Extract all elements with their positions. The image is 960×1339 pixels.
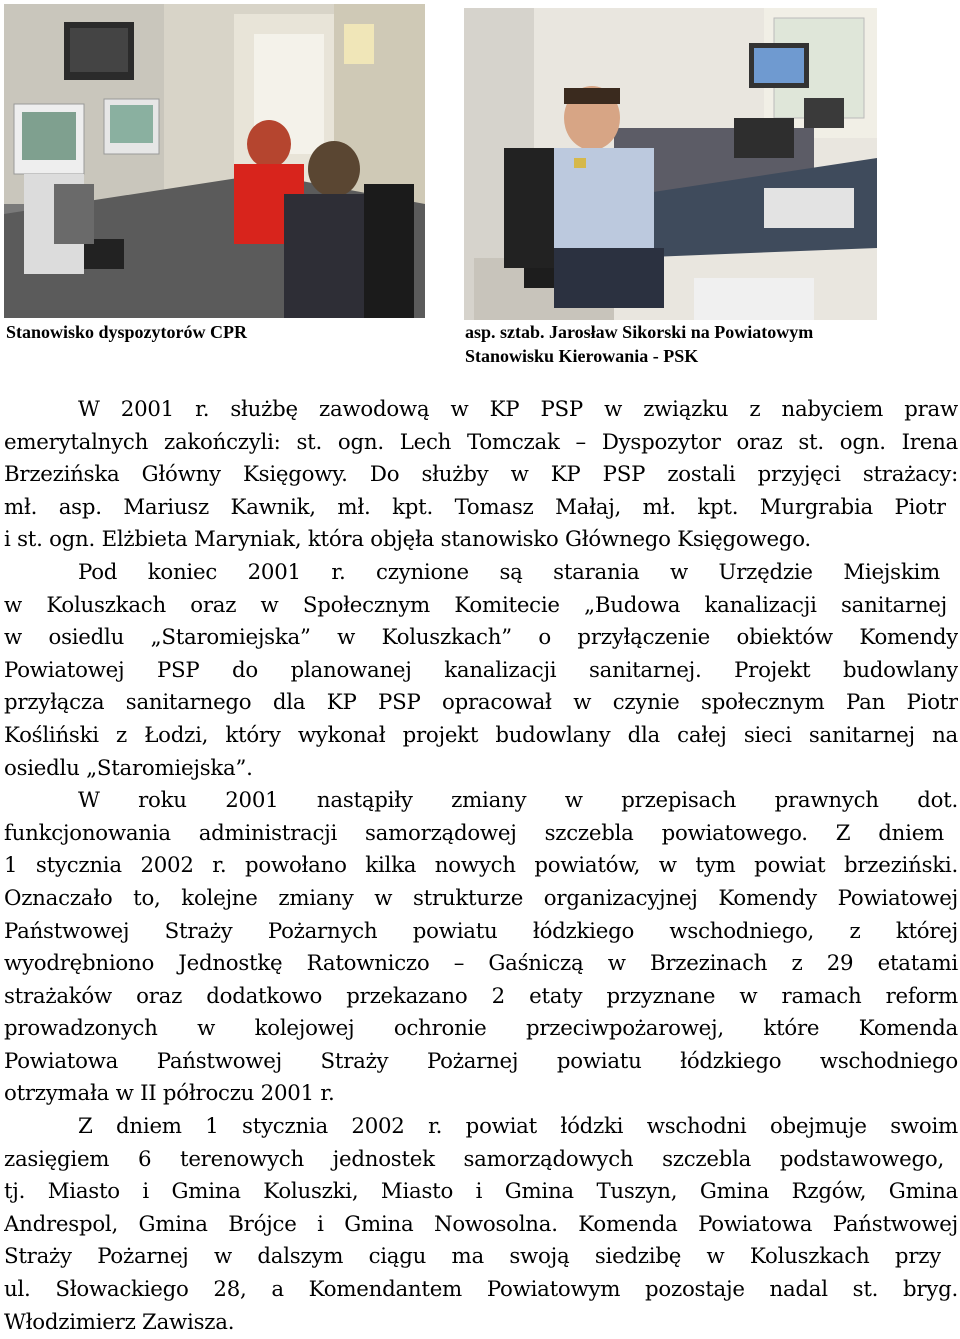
text-line: funkcjonowania administracji samorządowej szczebla powiatowego. Z dniem bbox=[4, 820, 944, 846]
text-line: ul. Słowackiego 28, a Komendantem Powiatowym pozostaje nadal st. bryg. bbox=[4, 1277, 958, 1303]
photo-dispatch-room bbox=[4, 4, 425, 318]
text-line: Kośliński z Łodzi, który wykonał projekt budowlany dla całej sieci sanitarnej na bbox=[4, 722, 958, 748]
photo-caption-right-line-1: asp. sztab. Jarosław Sikorski na Powiatowym bbox=[465, 322, 814, 342]
text-line: Włodzimierz Zawisza. bbox=[4, 1309, 235, 1335]
text-line: Pod koniec 2001 r. czynione są starania w Urzędzie Miejskim bbox=[78, 559, 940, 585]
text-line: Z dniem 1 stycznia 2002 r. powiat łódzki wschodni obejmuje swoim bbox=[78, 1114, 958, 1140]
text-line: Powiatowej PSP do planowanej kanalizacji sanitarnej. Projekt budowlany bbox=[4, 657, 958, 683]
text-line: przyłącza sanitarnego dla KP PSP opracował w czynie społecznym Pan Piotr bbox=[4, 690, 958, 716]
photo-caption-right bbox=[465, 320, 813, 368]
text-line: tj. Miasto i Gmina Koluszki, Miasto i Gmina Tuszyn, Gmina Rzgów, Gmina bbox=[4, 1179, 958, 1205]
text-line: W roku 2001 nastąpiły zmiany w przepisach prawnych dot. bbox=[78, 788, 958, 814]
text-line: i st. ogn. Elżbieta Maryniak, która objęła stanowisko Głównego Księgowego. bbox=[4, 527, 811, 553]
text-line: Andrespol, Gmina Brójce i Gmina Nowosolna. Komenda Powiatowa Państwowej bbox=[4, 1211, 958, 1237]
text-line: 1 stycznia 2002 r. powołano kilka nowych powiatów, w tym powiat brzeziński. bbox=[4, 853, 958, 879]
text-line: otrzymała w II półroczu 2001 r. bbox=[4, 1081, 335, 1107]
text-line: Powiatowa Państwowej Straży Pożarnej powiatu łódzkiego wschodniego bbox=[4, 1048, 958, 1074]
text-line: W 2001 r. służbę zawodową w KP PSP w związku z nabyciem praw bbox=[78, 397, 958, 422]
text-line: Brzezińska Główny Księgowy. Do służby w KP PSP zostali przyjęci strażacy: bbox=[4, 462, 958, 488]
text-line: Straży Pożarnej w dalszym ciągu ma swoją siedzibę w Koluszkach przy bbox=[4, 1244, 941, 1270]
text-line: prowadzonych w kolejowej ochronie przeciwpożarowej, które Komenda bbox=[4, 1016, 958, 1042]
text-line: strażaków oraz dodatkowo przekazano 2 etaty przyznane w ramach reform bbox=[4, 983, 958, 1009]
text-line: mł. asp. Mariusz Kawnik, mł. kpt. Tomasz Małaj, mł. kpt. Murgrabia Piotr bbox=[4, 494, 946, 520]
photo-officer-psk bbox=[464, 8, 877, 320]
body-text bbox=[4, 394, 958, 1339]
photo-caption-right-line-2: Stanowisku Kierowania - PSK bbox=[465, 346, 699, 366]
text-line: w osiedlu „Staromiejska” w Koluszkach” o przyłączenie obiektów Komendy bbox=[4, 625, 958, 651]
text-line: emerytalnych zakończyli: st. ogn. Lech Tomczak – Dyspozytor oraz st. ogn. Irena bbox=[4, 429, 958, 455]
text-line: w Koluszkach oraz w Społecznym Komitecie „Budowa kanalizacji sanitarnej bbox=[4, 592, 947, 618]
text-line: Oznaczało to, kolejne zmiany w strukturze organizacyjnej Komendy Powiatowej bbox=[4, 885, 958, 911]
text-line: wyodrębniono Jednostkę Ratowniczo – Gaśniczą w Brzezinach z 29 etatami bbox=[4, 951, 958, 977]
text-line: zasięgiem 6 terenowych jednostek samorządowych szczebla podstawowego, bbox=[4, 1146, 944, 1172]
text-line: osiedlu „Staromiejska”. bbox=[4, 755, 253, 781]
photo-caption-left: Stanowisko dyspozytorów CPR bbox=[6, 322, 248, 342]
text-line: Państwowej Straży Pożarnych powiatu łódzkiego wschodniego, z której bbox=[4, 918, 958, 944]
